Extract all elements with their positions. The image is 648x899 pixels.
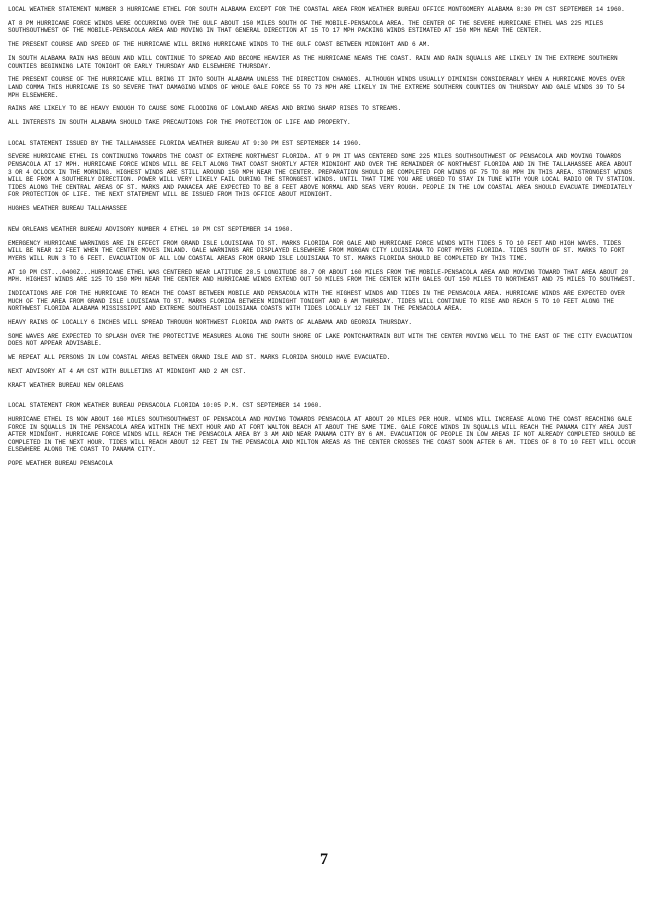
- paragraph: IN SOUTH ALABAMA RAIN HAS BEGUN AND WILL CONTINUE TO SPREAD AND BECOME HEAVIER AS THE HURRICANE NEARS THE COAST. RAIN AND RAIN SQUALLS ARE LIKELY IN THE EXTREME SOUTHERN COUNTIES BEGINNING LATE TONIGHT OR EARLY THURSDAY AND ELSEWHERE THURSDAY.: [8, 54, 622, 70]
- signature-line: KRAFT WEATHER BUREAU NEW ORLEANS: [8, 381, 124, 389]
- new-orleans-advisory: [8, 226, 638, 389]
- paragraph: SEVERE HURRICANE ETHEL IS CONTINUING TOWARDS THE COAST OF EXTREME NORTHWEST FLORIDA. AT 9 PM IT WAS CENTERED SOME 225 MILES SOUTHSOUTHWEST OF PENSACOLA AND MOVING TOWARDS PENSACOLA AT 17 MPH. HURRICANE FORCE WINDS WILL BE FELT ALONG THAT COAST SHORTLY AFTER MIDNIGHT AND OVER THE REMAINDER OF NORTHWEST FLORIDA AND IN THE TALLAHASSEE AREA ABOUT 3 OR 4 OCLOCK IN THE MORNING. HIGHEST WINDS ARE STILL AROUND 150 MPH NEAR THE CENTER. PREPARATION SHOULD BE COMPLETED FOR WINDS OF 75 TO 80 MPH IN THIS AREA. STRONGEST WINDS WILL BE FROM A SOUTHERLY DIRECTION. POWER WILL VERY LIKELY FAIL DURING THE STRONGEST WINDS. UNTIL THAT TIME YOU ARE URGED TO STAY IN TUNE WITH YOUR LOCAL RADIO OR TV STATION. TIDES ALONG THE CENTRAL AREAS OF ST. MARKS AND PANACEA ARE EXPECTED TO BE 8 FEET ABOVE NORMAL AND SEAS VERY ROUGH. PEOPLE IN THE LOW COASTAL AREA SHOULD EVACUATE IMMEDIATELY FOR PROTECTION OF LIFE. THE NEXT STATEMENT WILL BE ISSUED FROM THIS OFFICE ABOUT MIDNIGHT.: [8, 153, 640, 199]
- paragraph: SOME WAVES ARE EXPECTED TO SPLASH OVER THE PROTECTIVE MEASURES ALONG THE SOUTH SHORE OF LAKE PONTCHARTRAIN BUT WITH THE CENTER MOVING WELL TO THE EAST OF THE CITY EVACUATION DOES NOT APPEAR ADVISABLE.: [8, 332, 636, 348]
- paragraph: WE REPEAT ALL PERSONS IN LOW COASTAL AREAS BETWEEN GRAND ISLE AND ST. MARKS FLORIDA SHOULD HAVE EVACUATED.: [8, 354, 391, 362]
- document-body: [8, 6, 638, 477]
- paragraph: HURRICANE ETHEL IS NOW ABOUT 160 MILES SOUTHSOUTHWEST OF PENSACOLA AND MOVING TOWARDS PENSACOLA AT ABOUT 20 MILES PER HOUR. WINDS WILL INCREASE ALONG THE COAST REACHING GALE FORCE IN SQUALLS IN THE PENSACOLA AREA WITHIN THE NEXT HOUR AND AT FORT WALTON BEACH AT ABOUT THE SAME TIME. GALE FORCE WINDS IN SQUALLS WILL REACH THE PANAMA CITY AREA JUST AFTER MIDNIGHT. HURRICANE FORCE WINDS WILL REACH THE PENSACOLA AREA BY 3 AM AND NEAR PANAMA CITY BY 6 AM. EVACUATION OF PEOPLE IN LOW AREAS IF NOT ALREADY COMPLETED SHOULD BE COMPLETED IN THE NEXT HOUR. TIDES WILL REACH ABOUT 12 FEET IN THE PENSACOLA AND MILTON AREAS AS THE CENTER CROSSES THE COAST SOON AFTER 6 AM. TIDES OF 8 TO 10 FEET WILL OCCUR ELSEWHERE ALONG THE COAST TO PANAMA CITY.: [8, 415, 640, 454]
- pensacola-statement: [8, 402, 638, 468]
- tallahassee-statement: [8, 140, 638, 213]
- paragraph: THE PRESENT COURSE AND SPEED OF THE HURRICANE WILL BRING HURRICANE WINDS TO THE GULF COAST BETWEEN MIDNIGHT AND 6 AM.: [8, 41, 431, 49]
- statement-heading: LOCAL WEATHER STATEMENT NUMBER 3 HURRICANE ETHEL FOR SOUTH ALABAMA EXCEPT FOR THE COASTAL AREA FROM WEATHER BUREAU OFFICE MONTGOMERY ALABAMA 8:30 PM CST SEPTEMBER 14 1960.: [8, 6, 625, 13]
- paragraph: ALL INTERESTS IN SOUTH ALABAMA SHOULD TAKE PRECAUTIONS FOR THE PROTECTION OF LIFE AND PROPERTY.: [8, 119, 351, 127]
- statement-heading: LOCAL STATEMENT ISSUED BY THE TALLAHASSEE FLORIDA WEATHER BUREAU AT 9:30 PM EST SEPTEMBER 14 1960.: [8, 139, 362, 147]
- page-number: 7: [320, 851, 328, 868]
- statement-heading: LOCAL STATEMENT FROM WEATHER BUREAU PENSACOLA FLORIDA 10:05 P.M. CST SEPTEMBER 14 1960.: [8, 402, 322, 410]
- paragraph: AT 10 PM CST...0400Z...HURRICANE ETHEL WAS CENTERED NEAR LATITUDE 28.5 LONGITUDE 88.7 OR ABOUT 160 MILES FROM THE MOBILE-PENSACOLA AREA AND MOVING TOWARD THAT AREA ABOUT 20 MPH. HIGHEST WINDS ARE 125 TO 150 MPH NEAR THE CENTER AND HURRICANE WINDS EXTEND OUT 50 MILES FROM THE CENTER WITH GALES OUT 150 MILES TO NORTHEAST AND 75 MILES TO SOUTHWEST.: [8, 268, 636, 284]
- montgomery-statement: [8, 6, 638, 127]
- paragraph: RAINS ARE LIKELY TO BE HEAVY ENOUGH TO CAUSE SOME FLOODING OF LOWLAND AREAS AND BRING SHARP RISES TO STREAMS.: [8, 105, 402, 113]
- paragraph: NEXT ADVISORY AT 4 AM CST WITH BULLETINS AT MIDNIGHT AND 2 AM CST.: [8, 367, 247, 375]
- paragraph: INDICATIONS ARE FOR THE HURRICANE TO REACH THE COAST BETWEEN MOBILE AND PENSACOLA WITH THE HIGHEST WINDS AND TIDES IN THE PENSACOLA AREA. HURRICANE WINDS ARE EXPECTED OVER MUCH OF THE AREA FROM GRAND ISLE LOUISIANA TO ST. MARKS FLORIDA BETWEEN MIDNIGHT TONIGHT AND 6 AM THURSDAY. TIDES WILL CONTINUE TO RISE AND REACH 5 TO 10 FEET ALONG THE NORTHWEST FLORIDA ALABAMA MISSISSIPPI AND EXTREME SOUTHEAST LOUISIANA COASTS WITH TIDES LOCALLY 12 FEET IN THE PENSACOLA AREA.: [8, 289, 629, 313]
- signature-line: POPE WEATHER BUREAU PENSACOLA: [8, 460, 113, 468]
- paragraph: EMERGENCY HURRICANE WARNINGS ARE IN EFFECT FROM GRAND ISLE LOUISIANA TO ST. MARKS FLORIDA FOR GALE AND HURRICANE FORCE WINDS WITH TIDES 5 TO 10 FEET AND HIGH WAVES. TIDES WILL BE NEAR 12 FEET WHEN THE CENTER MOVES INLAND. GALE WARNINGS ARE DISPLAYED ELSEWHERE FROM MORGAN CITY LOUISIANA TO FORT MYERS FLORIDA. TIDES SOUTH OF ST. MARKS TO FORT MYERS WILL RUN 3 TO 6 FEET. EVACUATION OF ALL LOW COASTAL AREAS FROM GRAND ISLE LOUISIANA TO ST. MARKS FLORIDA SHOULD BE COMPLETED BY THIS TIME.: [8, 239, 629, 262]
- paragraph: THE PRESENT COURSE OF THE HURRICANE WILL BRING IT INTO SOUTH ALABAMA UNLESS THE DIRECTION CHANGES. ALTHOUGH WINDS USUALLY DIMINISH CONSIDERABLY WHEN A HURRICANE MOVES OVER LAND COMMA THIS HURRICANE IS SO SEVERE THAT DAMAGING WINDS OF WHOLE GALE FORCE 55 TO 73 MPH ARE LIKELY IN THE EXTREME SOUTHERN COUNTIES ON THURSDAY AND GALE WINDS 39 TO 54 MPH ELSEWHERE.: [8, 76, 629, 99]
- paragraph: HEAVY RAINS OF LOCALLY 6 INCHES WILL SPREAD THROUGH NORTHWEST FLORIDA AND PARTS OF ALABAMA AND GEORGIA THURSDAY.: [8, 318, 412, 326]
- signature-line: HUGHES WEATHER BUREAU TALLAHASSEE: [8, 205, 128, 213]
- paragraph: AT 8 PM HURRICANE FORCE WINDS WERE OCCURRING OVER THE GULF ABOUT 150 MILES SOUTH OF THE MOBILE-PENSACOLA AREA. THE CENTER OF THE SEVERE HURRICANE ETHEL WAS 225 MILES SOUTHSOUTHWEST OF THE MOBILE-PENSACOLA AREA AND MOVING IN THAT GENERAL DIRECTION AT 15 TO 17 MPH PACKING WINDS ESTIMATED AT 150 MPH NEAR THE CENTER.: [8, 19, 607, 35]
- statement-heading: NEW ORLEANS WEATHER BUREAU ADVISORY NUMBER 4 ETHEL 10 PM CST SEPTEMBER 14 1960.: [8, 225, 293, 233]
